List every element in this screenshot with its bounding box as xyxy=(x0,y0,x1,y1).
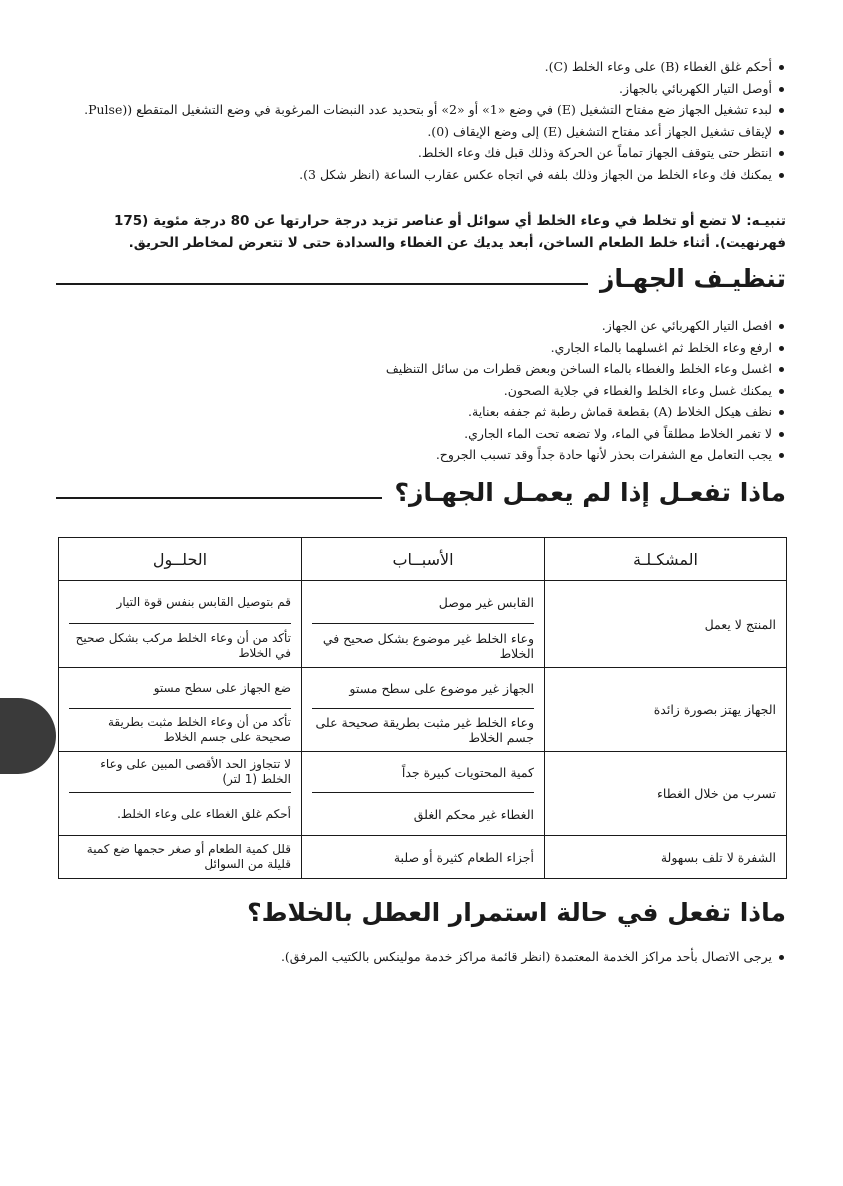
solution-text: ضع الجهاز على سطح مستو xyxy=(153,680,291,695)
table-header-row xyxy=(59,538,787,581)
solutions-cell xyxy=(59,752,302,836)
cleaning-heading xyxy=(56,264,786,293)
solutions-cell xyxy=(59,668,302,752)
cause-text: القابس غير موصل xyxy=(438,594,534,610)
heading-rule xyxy=(56,283,588,285)
list-item: ارفع وعاء الخلط ثم اغسلهما بالماء الجاري. xyxy=(46,337,786,359)
cause-text: كمية المحتويات كبيرة جداً xyxy=(401,764,534,780)
list-item: يمكنك فك وعاء الخلط من الجهاز وذلك بلفه في اتجاه عكس عقارب الساعة (انظر شكل 3). xyxy=(46,164,786,186)
page-side-tab xyxy=(0,698,56,774)
cause-text: أجزاء الطعام كثيرة أو صلبة xyxy=(393,849,534,865)
header-problem: المشكـلـة xyxy=(545,538,787,581)
problem-cell: تسرب من خلال الغطاء xyxy=(545,752,787,836)
list-item: أوصل التيار الكهربائي بالجهاز. xyxy=(46,78,786,100)
list-item: يمكنك غسل وعاء الخلط والغطاء في جلاية الصحون. xyxy=(46,380,786,402)
table-row xyxy=(59,752,787,836)
solution-text: قم بتوصيل القابس بنفس قوة التيار xyxy=(116,594,291,609)
list-item: اغسل وعاء الخلط والغطاء بالماء الساخن وبعض قطرات من سائل التنظيف xyxy=(46,358,786,380)
solution-text: تأكد من أن وعاء الخلط مثبت بطريقة صحيحة على جسم الخلاط xyxy=(107,715,291,744)
header-causes: الأسبــاب xyxy=(302,538,545,581)
list-item: افصل التيار الكهربائي عن الجهاز. xyxy=(46,315,786,337)
causes-cell xyxy=(302,752,545,836)
solutions-cell xyxy=(59,836,302,879)
cause-text: الغطاء غير محكم الغلق xyxy=(413,806,534,822)
persistent-heading xyxy=(56,898,786,927)
list-item: نظف هيكل الخلاط (A) بقطعة قماش رطبة ثم جففه بعناية. xyxy=(46,401,786,423)
troubleshooting-heading xyxy=(56,478,786,507)
list-item: أحكم غلق الغطاء (B) على وعاء الخلط (C). xyxy=(46,56,786,78)
table-row xyxy=(59,581,787,668)
cleaning-title: تنظيـف الجهـاز xyxy=(600,264,786,293)
cause-text: الجهاز غير موضوع على سطح مستو xyxy=(349,680,534,696)
list-item: يرجى الاتصال بأحد مراكز الخدمة المعتمدة (انظر قائمة مراكز خدمة مولينكس بالكتيب المرفق). xyxy=(46,946,786,968)
solution-text: أحكم غلق الغطاء على وعاء الخلط. xyxy=(117,806,291,821)
table-row xyxy=(59,836,787,879)
list-item: انتظر حتى يتوقف الجهاز تماماً عن الحركة وذلك قبل فك وعاء الخلط. xyxy=(46,142,786,164)
heading-rule xyxy=(56,497,382,499)
table-row xyxy=(59,668,787,752)
persistent-list xyxy=(46,946,786,968)
cause-text: وعاء الخلط غير موضوع بشكل صحيح في الخلاط xyxy=(322,630,534,661)
troubleshooting-title: ماذا تفعـل إذا لم يعمـل الجهـاز؟ xyxy=(394,478,786,507)
troubleshooting-table xyxy=(58,537,787,879)
list-item: لإيقاف تشغيل الجهاز أعد مفتاح التشغيل (E) إلى وضع الإيقاف (0). xyxy=(46,121,786,143)
causes-cell xyxy=(302,836,545,879)
list-item: لا تغمر الخلاط مطلقاً في الماء، ولا تضعه تحت الماء الجاري. xyxy=(46,423,786,445)
list-item: لبدء تشغيل الجهاز ضع مفتاح التشغيل (E) في وضع «1» أو «2» أو بتحديد عدد النبضات المرغوبة في وضع التشغيل المتقطع ((Pulse. xyxy=(46,99,786,121)
header-solutions: الحلــول xyxy=(59,538,302,581)
cleaning-list xyxy=(46,315,786,466)
causes-cell xyxy=(302,668,545,752)
usage-steps-list xyxy=(46,56,786,185)
solution-text: لا تتجاوز الحد الأقصى المبين على وعاء الخلط (1 لتر) xyxy=(100,757,291,786)
cause-text: وعاء الخلط غير مثبت بطريقة صحيحة على جسم الخلاط xyxy=(315,715,534,745)
problem-cell: الشفرة لا تلف بسهولة xyxy=(545,836,787,879)
solution-text: قلل كمية الطعام أو صغر حجمها ضع كمية قليلة من السوائل xyxy=(86,842,291,871)
solution-text: تأكد من أن وعاء الخلط مركب بشكل صحيح في الخلاط xyxy=(75,630,291,660)
solutions-cell xyxy=(59,581,302,668)
warning-note: تنبيـه: لا تضع أو تخلط في وعاء الخلط أي سوائل أو عناصر تزيد درجة حرارتها عن 80 درجة مئوية (175 فهرنهيت). أثناء خلط الطعام الساخن، أبعد يديك عن الغطاء والسدادة حتى لا تتعرض لمخاطر الحريق. xyxy=(113,213,786,251)
persistent-title: ماذا تفعل في حالة استمرار العطل بالخلاط؟ xyxy=(247,898,786,927)
problem-cell: المنتج لا يعمل xyxy=(545,581,787,668)
causes-cell xyxy=(302,581,545,668)
list-item: يجب التعامل مع الشفرات بحذر لأنها حادة جداً وقد تسبب الجروح. xyxy=(46,444,786,466)
problem-cell: الجهاز يهتز بصورة زائدة xyxy=(545,668,787,752)
